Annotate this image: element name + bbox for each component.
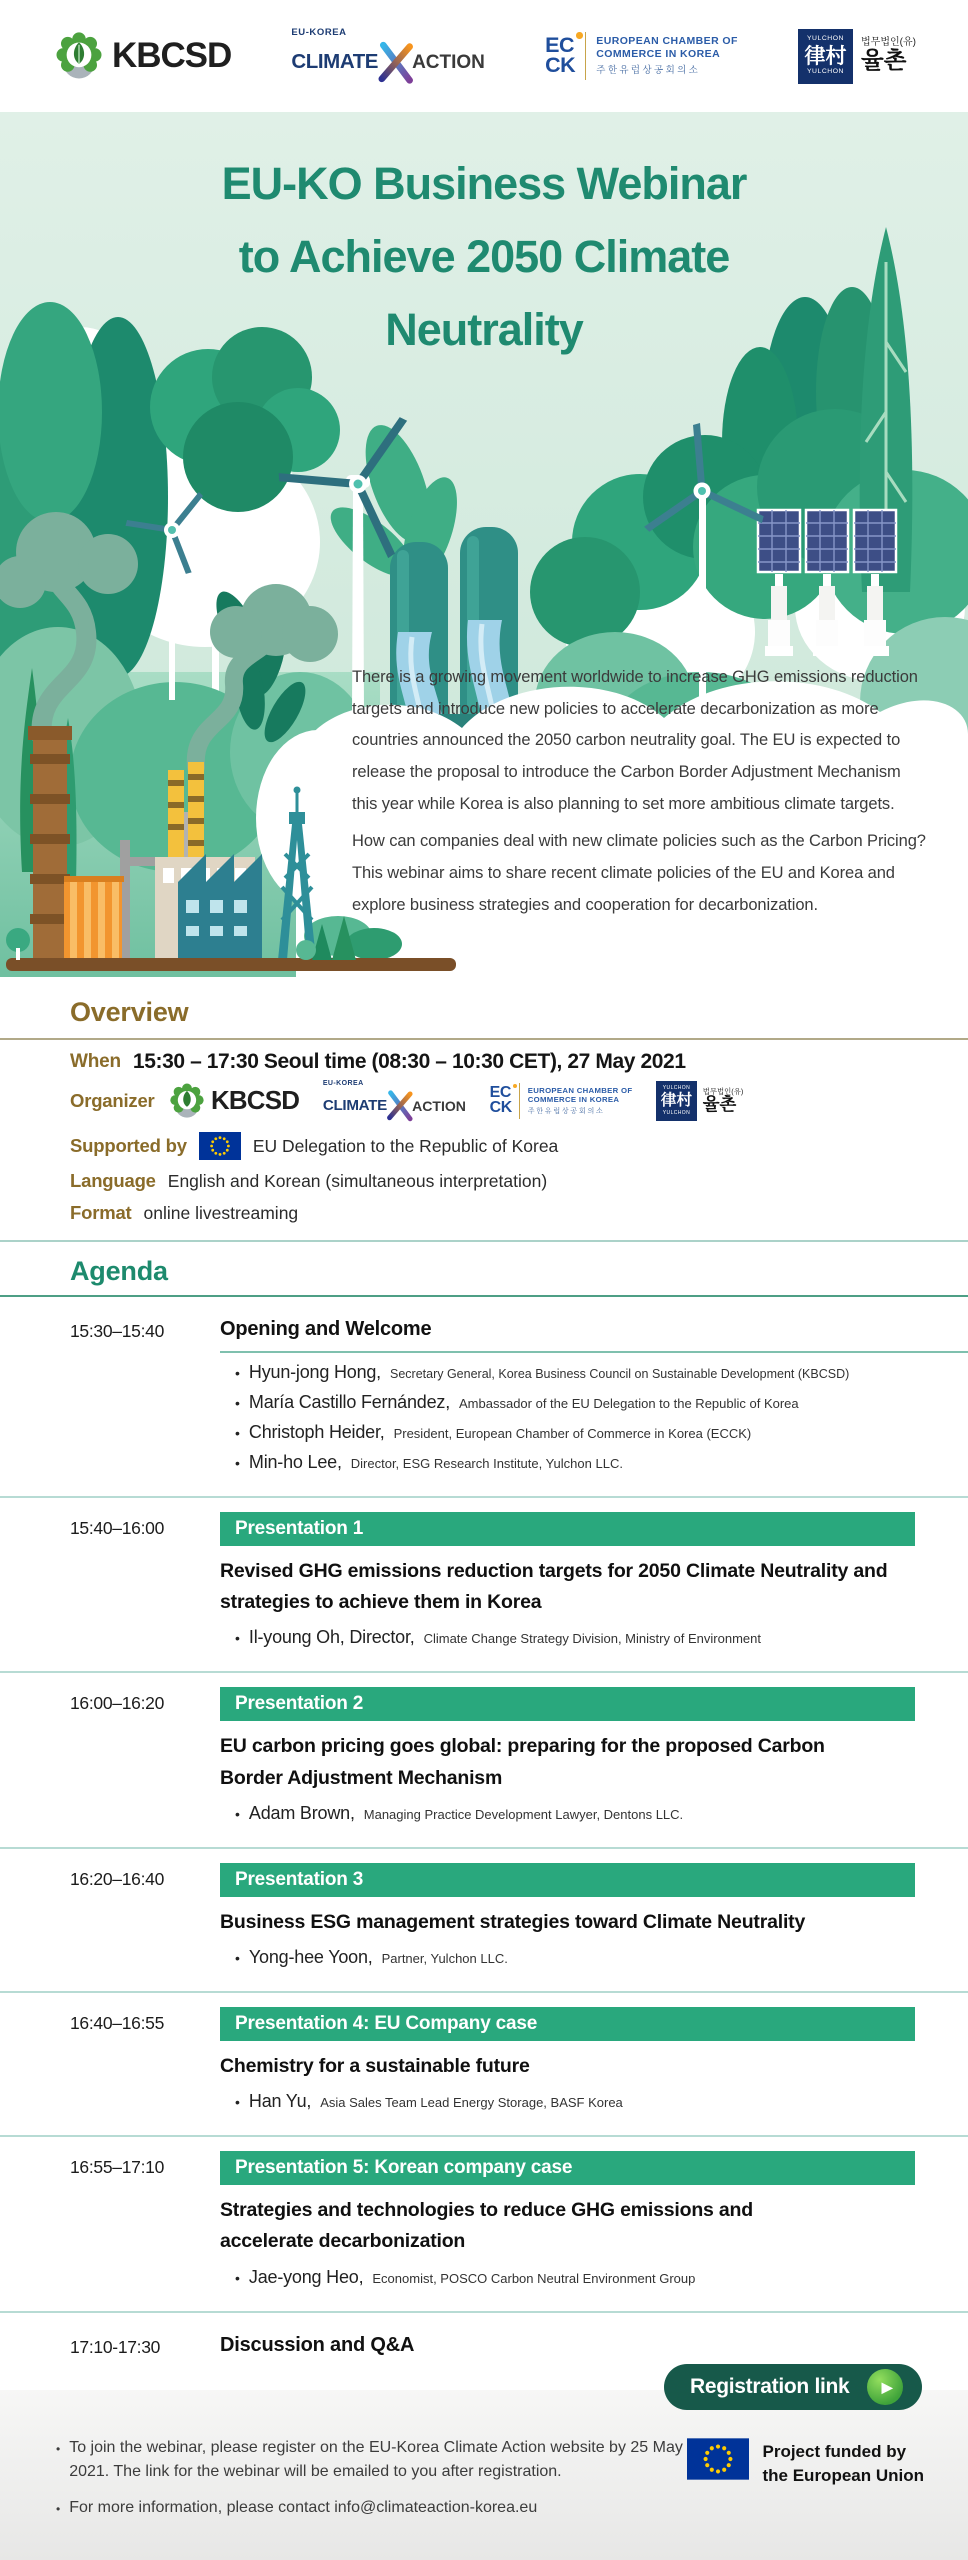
organizer-row (0, 1080, 968, 1122)
talk-title: Revised GHG emissions reduction targets for 2050 Climate Neutrality and strategies to achieve them in Korea (220, 1560, 888, 1614)
speaker-role: Partner, Yulchon LLC. (381, 1950, 508, 1966)
agenda-heading: Agenda (70, 1256, 168, 1287)
speaker-list (220, 1362, 968, 1473)
climate-action-logo: EU-KOREA CLIMATE ACTION (291, 28, 485, 85)
supported-by-row (0, 1132, 968, 1160)
solar-panels (758, 510, 896, 656)
header-logos (0, 0, 968, 112)
speaker-role: Ambassador of the EU Delegation to the Republic of Korea (459, 1396, 799, 1412)
when-value: 15:30 – 17:30 Seoul time (08:30 – 10:30 CET), 27 May 2021 (132, 1050, 686, 1073)
talk-title: EU carbon pricing goes global: preparing for the proposed Carbon Border Adjustment Mechanism (220, 1735, 825, 1789)
bullet-icon: • (56, 2442, 61, 2456)
agenda-item-discussion (0, 2313, 968, 2372)
session-title: Opening and Welcome (220, 1318, 432, 1341)
divider (519, 1083, 520, 1119)
speaker-role: President, European Chamber of Commerce in Korea (ECCK) (393, 1426, 752, 1442)
agenda-time: 15:40–16:00 (70, 1518, 165, 1539)
format-row (0, 1202, 968, 1224)
hero-section (0, 112, 968, 977)
kbcsd-leaf-gear-icon (167, 1081, 207, 1121)
format-label: Format (70, 1202, 132, 1224)
speaker-item (235, 1627, 968, 1648)
talk-title: Chemistry for a sustainable future (220, 2054, 530, 2077)
agenda-item (0, 1673, 968, 1846)
speaker-item (235, 1392, 968, 1413)
agenda-item (0, 2137, 968, 2310)
speaker-role: Climate Change Strategy Division, Ministry of Environment (423, 1631, 761, 1647)
overview-heading: Overview (70, 997, 189, 1027)
agenda-content (220, 1512, 968, 1657)
when-label: When (70, 1051, 121, 1072)
kbcsd-leaf-gear-icon (52, 29, 106, 83)
kbcsd-wordmark: KBCSD (112, 36, 232, 75)
speaker-role: Director, ESG Research Institute, Yulchon LLC. (350, 1456, 623, 1472)
note-text: To join the webinar, please register on the EU-Korea Climate Action website by 25 May 2021. The link for the webinar will be emailed to you after registration. (69, 2439, 683, 2480)
language-value: English and Korean (simultaneous interpretation) (167, 1170, 548, 1191)
speaker-item (235, 1947, 968, 1968)
agenda-item (0, 1498, 968, 1671)
agenda-time: 16:40–16:55 (70, 2012, 165, 2033)
speaker-name: • Yong-hee Yoon, (248, 1946, 373, 1967)
language-label: Language (70, 1170, 156, 1192)
agenda-content (220, 2007, 968, 2121)
presentation-banner: Presentation 1 (220, 1512, 915, 1546)
ecck-dot-icon (513, 1084, 518, 1089)
yulchon-seal-icon: YULCHON 律村 YULCHON (656, 1081, 697, 1122)
note-item (56, 2496, 686, 2520)
agenda-item (0, 1849, 968, 1991)
talk-title: Strategies and technologies to reduce GHG emissions and accelerate decarbonization (220, 2199, 753, 2253)
ecck-logo: EC CK EUROPEAN CHAMBER OF COMMERCE IN KOREA 주한유럽상공회의소 (490, 1083, 633, 1119)
presentation-banner: Presentation 4: EU Company case (220, 2007, 915, 2041)
language-row (0, 1170, 968, 1192)
divider (220, 1351, 968, 1353)
climate-action-x-icon (387, 1089, 412, 1122)
presentation-banner: Presentation 2 (220, 1687, 915, 1721)
note-text: For more information, please contact info@climateaction-korea.eu (69, 2499, 538, 2516)
speaker-item (235, 1803, 968, 1824)
yulchon-logo: YULCHON 律村 YULCHON 법무법인(유) 율촌 (656, 1081, 743, 1122)
format-value: online livestreaming (143, 1202, 299, 1223)
eu-funding-badge (687, 2438, 925, 2532)
divider (585, 32, 586, 80)
kbcsd-logo (52, 29, 231, 83)
agenda-item (0, 1297, 968, 1496)
session-title: Discussion and Q&A (220, 2333, 415, 2356)
agenda-time: 17:10-17:30 (70, 2336, 161, 2357)
speaker-name: • Il-young Oh, Director, (248, 1627, 415, 1648)
note-item (56, 2436, 686, 2484)
climate-action-x-icon (378, 40, 412, 84)
speaker-list (220, 1947, 968, 1968)
speaker-name: • María Castillo Fernández, (248, 1392, 450, 1413)
agenda-content (220, 1863, 968, 1977)
bullet-icon: • (56, 2502, 61, 2516)
presentation-banner: Presentation 3 (220, 1863, 915, 1897)
agenda-item (0, 1993, 968, 2135)
ecck-dot-icon (576, 32, 582, 38)
play-icon: ▶ (867, 2369, 903, 2405)
climate-action-logo: EU-KOREA CLIMATE ACTION (323, 1080, 466, 1122)
yulchon-logo: YULCHON 律村 YULCHON 법무법인(유) 율촌 (798, 29, 916, 84)
speaker-name: • Min-ho Lee, (248, 1452, 342, 1473)
talk-title: Business ESG management strategies toward Climate Neutrality (220, 1910, 806, 1933)
agenda-time: 16:55–17:10 (70, 2157, 165, 2178)
speaker-name: • Han Yu, (248, 2091, 312, 2112)
supported-by-value: EU Delegation to the Republic of Korea (252, 1135, 559, 1156)
ecck-logo: EC CK EUROPEAN CHAMBER OF COMMERCE IN KOREA 주한유럽상공회의소 (545, 32, 738, 80)
agenda-content (220, 1315, 968, 1482)
organizer-logos (167, 1080, 744, 1122)
ground-bar (6, 958, 456, 971)
organizer-label: Organizer (70, 1090, 155, 1112)
funded-text: Project funded by the European Union (762, 2442, 924, 2485)
speaker-name: • Hyun-jong Hong, (248, 1362, 381, 1383)
agenda-time: 16:00–16:20 (70, 1693, 165, 1714)
overview-section (0, 977, 968, 1224)
agenda-content (220, 1687, 968, 1832)
speaker-list (220, 1627, 968, 1648)
kbcsd-logo: KBCSD (167, 1081, 300, 1121)
speaker-list (220, 2091, 968, 2112)
speaker-role: Secretary General, Korea Business Council on Sustainable Development (KBCSD) (390, 1367, 850, 1382)
eu-flag-icon (687, 2438, 749, 2480)
when-row (0, 1050, 968, 1074)
speaker-list (220, 2267, 968, 2288)
agenda-time: 15:30–15:40 (70, 1321, 165, 1342)
divider (0, 1038, 968, 1040)
hero-description: There is a growing movement worldwide to increase GHG emissions reduction targets and introduce new policies to accelerate decarbonization as more countries announced the 2050 carbon neutrality goal. The EU is expected to release the proposal to introduce the Carbon Border Adjustment Mechanism this year while Korea is also planning to set more ambitious climate targets. How can companies deal with new climate policies such as the Carbon Pricing? This webinar aims to share recent climate policies of the EU and Korea and explore business strategies and cooperation for decarbonization. (352, 668, 926, 914)
speaker-name: • Adam Brown, (248, 1802, 355, 1823)
agenda-content (220, 2151, 968, 2296)
speaker-item (235, 1422, 968, 1443)
registration-link-button[interactable] (664, 2364, 922, 2410)
presentation-banner: Presentation 5: Korean company case (220, 2151, 915, 2185)
agenda-time: 16:20–16:40 (70, 1868, 165, 1889)
speaker-item (235, 2091, 968, 2112)
speaker-item (235, 1452, 968, 1473)
agenda-section (0, 1242, 968, 2372)
speaker-role: Managing Practice Development Lawyer, Dentons LLC. (363, 1806, 684, 1822)
supported-by-label: Supported by (70, 1135, 187, 1157)
speaker-role: Economist, POSCO Carbon Neutral Environment Group (372, 2270, 696, 2286)
agenda-content (220, 2331, 968, 2358)
speaker-item (235, 2267, 968, 2288)
speaker-item (235, 1362, 968, 1383)
footer (0, 2375, 968, 2560)
speaker-name: • Jae-yong Heo, (248, 2266, 364, 2287)
footer-notes (56, 2436, 686, 2532)
speaker-list (220, 1803, 968, 1824)
yulchon-seal-icon: YULCHON 律村 YULCHON (798, 29, 853, 84)
hero-title: EU-KO Business Webinar to Achieve 2050 Climate Neutrality (221, 158, 747, 355)
speaker-role: Asia Sales Team Lead Energy Storage, BASF Korea (320, 2095, 623, 2111)
registration-link-label: Registration link (690, 2375, 850, 2398)
speaker-name: • Christoph Heider, (248, 1422, 385, 1443)
eu-flag-icon (199, 1132, 241, 1160)
